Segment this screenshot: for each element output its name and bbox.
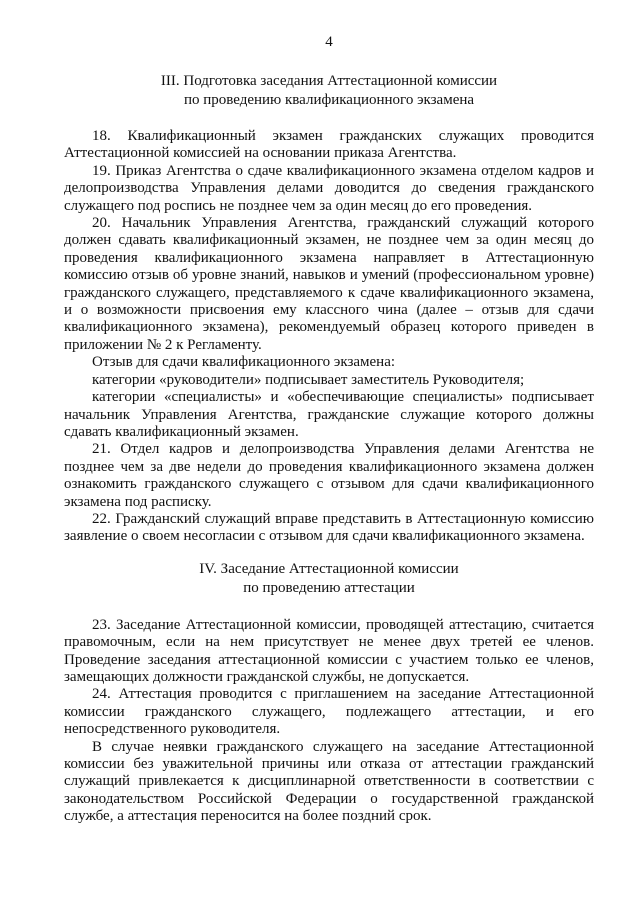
section-3-title-line-1: III. Подготовка заседания Аттестационной комиссии xyxy=(160,73,498,89)
page-number: 4 xyxy=(325,34,333,50)
paragraph-20: 20. Начальник Управления Агентства, гражданский служащий которого должен сдавать квалификационный экзамен, не позднее чем за один месяц до проведения квалификационного экзамена направляет в Аттестационную комиссию отзыв об уровне знаний, навыков и умений (профессиональном уровне) гражданского служащего, представляемого к сдаче квалификационного экзамена, и о возможности присвоения ему классного чина (далее – отзыв для сдачи квалификационного экзамена), рекомендуемый образец которого приведен в приложении № 2 к Регламенту. xyxy=(64,215,594,353)
section-3-title xyxy=(64,72,594,110)
paragraph-24: 24. Аттестация проводится с приглашением на заседание Аттестационной комиссии гражданского служащего, подлежащего аттестации, и его непосредственного руководителя. xyxy=(64,686,594,738)
paragraph-19: 19. Приказ Агентства о сдаче квалификационного экзамена отделом кадров и делопроизводства Управления делами доводится до сведения гражданского служащего под роспись не позднее чем за один месяц до его проведения. xyxy=(64,162,594,214)
section-4-title xyxy=(64,560,594,598)
section-4-title-line-1: IV. Заседание Аттестационной комиссии xyxy=(199,560,459,577)
paragraph-23: 23. Заседание Аттестационной комиссии, проводящей аттестацию, считается правомочным, если на нем присутствует не менее двух третей ее членов. Проведение заседания аттестационной комиссии с участием только ее членов, замещающих должности гражданской службы, не допускается. xyxy=(64,616,594,685)
paragraph-review-specialists: категории «специалисты» и «обеспечивающие специалисты» подписывает начальник Управления Агентства, гражданские служащие которого должны сдавать квалификационный экзамен. xyxy=(64,389,594,440)
paragraph-22: 22. Гражданский служащий вправе представить в Аттестационную комиссию заявление о своем несогласии с отзывом для сдачи квалификационного экзамена. xyxy=(64,510,594,545)
paragraph-18: 18. Квалификационный экзамен гражданских служащих проводится Аттестационной комиссией на основании приказа Агентства. xyxy=(64,128,594,162)
section-4-title-line-2: по проведению аттестации xyxy=(243,579,415,596)
paragraph-21: 21. Отдел кадров и делопроизводства Управления делами Агентства не позднее чем за две недели до проведения квалификационного экзамена должен ознакомить гражданского служащего с отзывом для сдачи квалификационного экзамена под расписку. xyxy=(64,441,594,510)
paragraph-review-managers: категории «руководители» подписывает заместитель Руководителя; xyxy=(92,371,525,388)
paragraph-review-intro: Отзыв для сдачи квалификационного экзамена: xyxy=(92,354,396,371)
section-3-title-line-2: по проведению квалификационного экзамена xyxy=(183,92,475,108)
paragraph-absence: В случае неявки гражданского служащего на заседание Аттестационной комиссии без уважительной причины или отказа от аттестации гражданский служащий привлекается к дисциплинарной ответственности в соответствии с законодательством Российской Федерации о государственной гражданской службе, а аттестация переносится на более поздний срок. xyxy=(64,738,594,825)
